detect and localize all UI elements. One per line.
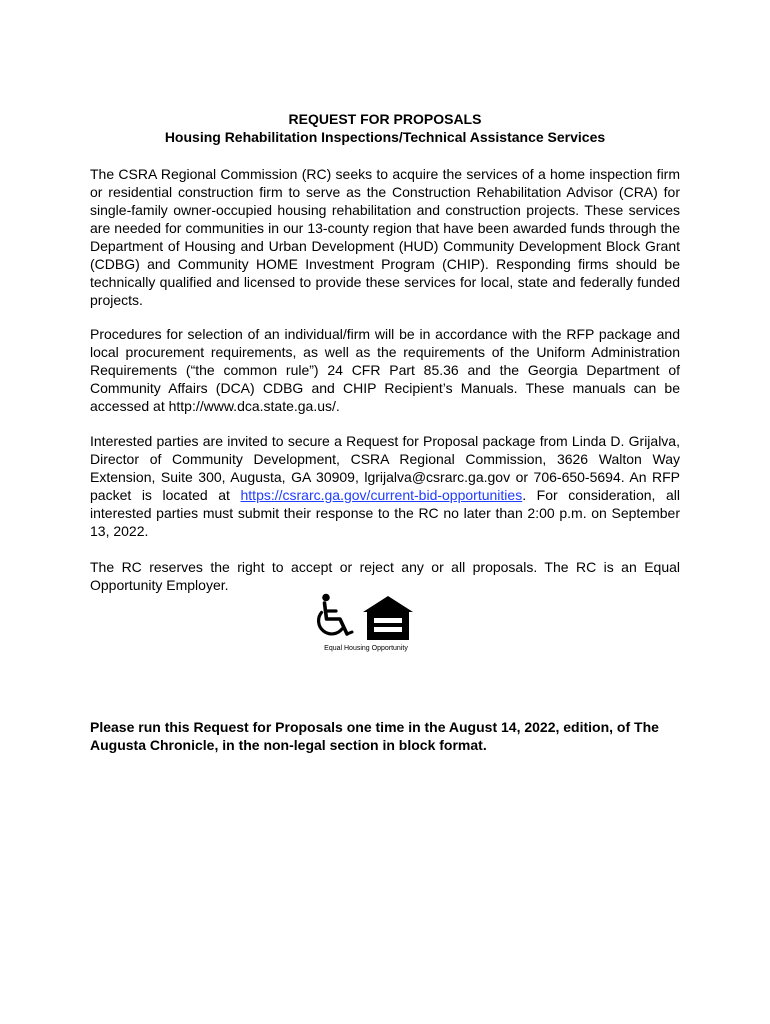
equal-housing-icon bbox=[363, 596, 413, 640]
publication-instructions: Please run this Request for Proposals one time in the August 14, 2022, edition, of The Augusta Chronicle, in the non-legal section in block format. bbox=[90, 719, 659, 753]
paragraph-contact bbox=[90, 432, 680, 540]
contact-text: Interested parties are invited to secure a Request for Proposal package from Linda D. Grijalva, Director of Community Development, CSRA Regional Commission, 3626 Walton Way Extension, Suite 300, Augusta, GA 30909, lgrijalva@csrarc.ga.gov or 706-650-5694. An RFP packet is located at bbox=[90, 433, 680, 503]
document-subtitle: Housing Rehabilitation Inspections/Technical Assistance Services bbox=[164, 129, 606, 145]
document-title: REQUEST FOR PROPOSALS bbox=[288, 111, 482, 127]
logos-block bbox=[312, 592, 420, 658]
paragraph-services: The CSRA Regional Commission (RC) seeks to acquire the services of a home inspection firm or residential construction firm to serve as the Construction Rehabilitation Advisor (CRA) for single-family owner-occupied housing rehabilitation and construction projects. These services are needed for communities in our 13-county region that have been awarded funds through the Department of Housing and Urban Development (HUD) Community Development Block Grant (CDBG) and Community HOME Investment Program (CHIP). Responding firms should be technically qualified and licensed to provide these services for local, state and federally funded projects. bbox=[90, 166, 680, 308]
rfp-packet-link[interactable]: https://csrarc.ga.gov/current-bid-opportunities bbox=[240, 487, 523, 503]
deadline-text: . For consideration, all interested parties must submit their response to the RC no later than 2:00 p.m. on September 13, 2022. bbox=[90, 487, 680, 539]
equal-housing-caption: Equal Housing Opportunity bbox=[324, 645, 408, 652]
wheelchair-icon bbox=[319, 594, 352, 634]
paragraph-reservation: The RC reserves the right to accept or reject any or all proposals. The RC is an Equal Opportunity Employer. bbox=[90, 559, 680, 593]
paragraph-procedures: Procedures for selection of an individual/firm will be in accordance with the RFP package and local procurement requirements, as well as the requirements of the Uniform Administration Requirements (“the common rule”) 24 CFR Part 85.36 and the Georgia Department of Community Affairs (DCA) CDBG and CHIP Recipient’s Manuals. These manuals can be accessed at http://www.dca.state.ga.us/. bbox=[90, 326, 680, 414]
